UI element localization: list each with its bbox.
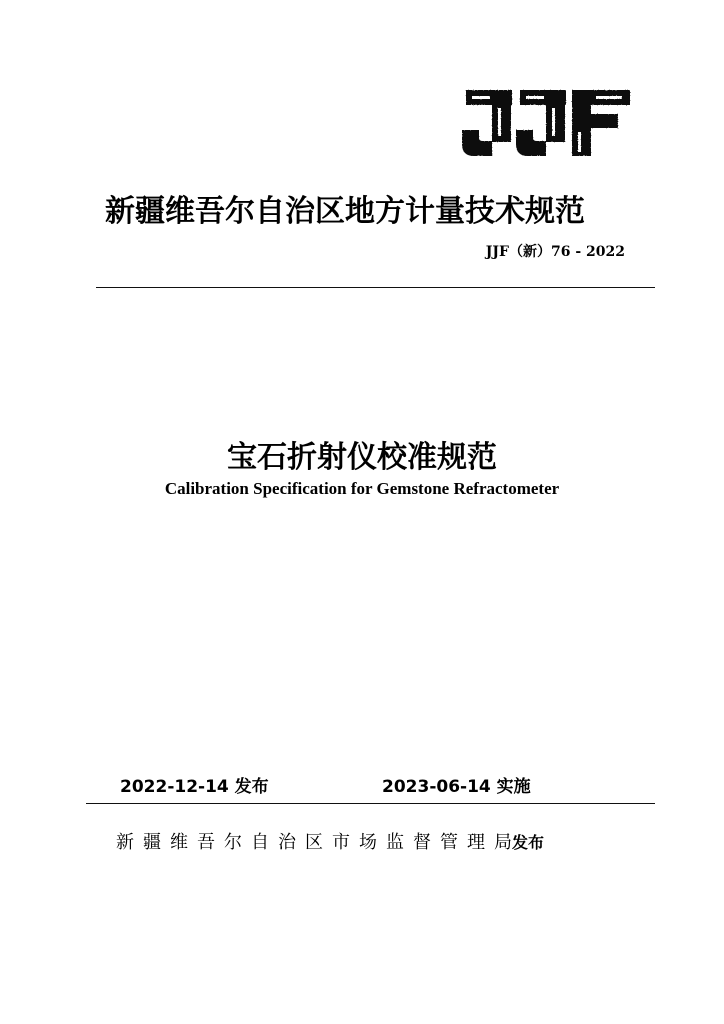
logo-letter-j2 <box>516 90 566 156</box>
jjf-logo <box>462 88 632 156</box>
logo-letter-f <box>572 90 630 156</box>
bottom-divider <box>86 803 655 804</box>
logo-letter-j1 <box>462 90 512 156</box>
issue-date: 2022-12-14 发布 <box>120 777 269 797</box>
document-code: JJF（新）76 - 2022 <box>485 244 625 260</box>
publisher-name: 新疆维吾尔自治区市场监督管理局 <box>116 832 521 853</box>
title-english: Calibration Specification for Gemstone Refractometer <box>164 479 560 498</box>
organization-title: 新疆维吾尔自治区地方计量技术规范 <box>105 194 585 229</box>
title-chinese: 宝石折射仪校准规范 <box>227 440 497 475</box>
top-divider <box>96 287 655 288</box>
implementation-date: 2023-06-14 实施 <box>382 777 531 797</box>
publish-label: 发布 <box>512 833 545 852</box>
